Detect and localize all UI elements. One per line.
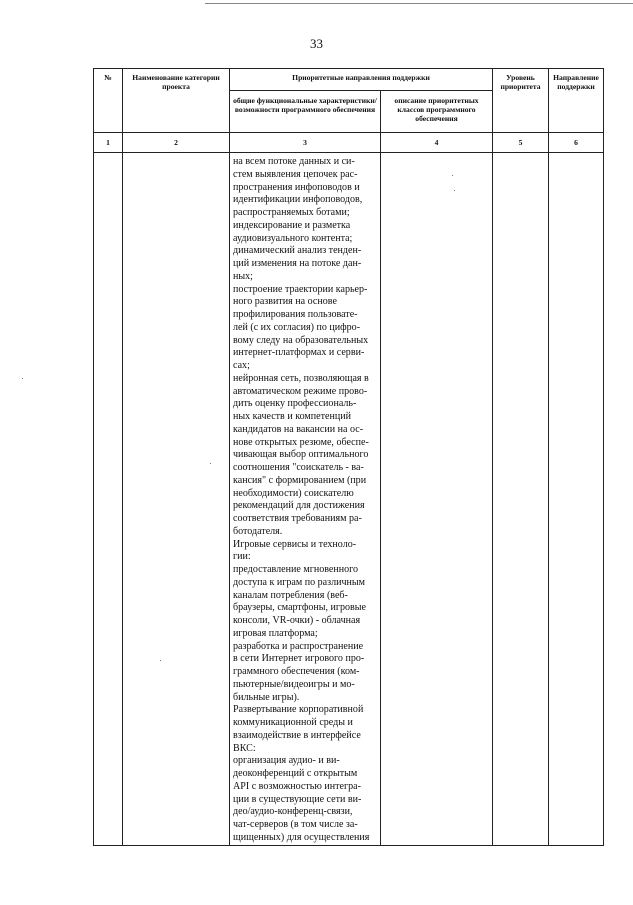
text-line: коммуникационной среды и xyxy=(233,717,353,728)
text-line: Развертывание корпоративной xyxy=(233,704,364,716)
text-line: граммного обеспечения (ком- xyxy=(233,666,360,677)
header-category: Наименование категории проекта xyxy=(123,69,230,133)
table-row xyxy=(94,153,604,846)
text-line: нове открытых резюме, обеспе- xyxy=(233,436,369,448)
scan-speck xyxy=(22,378,23,379)
text-line: индексирование и разметка xyxy=(233,219,351,231)
text-line: профилирования пользовате- xyxy=(233,309,358,320)
text-line: в сети Интернет игрового про- xyxy=(233,653,365,665)
text-line: рекомендаций для достижения xyxy=(233,500,365,512)
text-line: динамический анализ тенден- xyxy=(233,245,362,257)
text-line: построение траектории карьер- xyxy=(233,283,368,295)
text-line: щищенных) для осуществления xyxy=(233,831,370,843)
text-line: вому следу на образовательных xyxy=(233,334,369,346)
text-line: лей (с их согласия) по цифро- xyxy=(233,321,361,333)
text-line: каналам потребления (веб- xyxy=(233,589,348,601)
text-line: организация аудио- и ви- xyxy=(233,755,340,767)
text-line: соответствия требованиям ра- xyxy=(233,513,362,524)
scan-speck xyxy=(160,660,161,661)
text-line: ций изменения на потоке дан- xyxy=(233,258,362,269)
text-line: дить оценку профессиональ- xyxy=(233,398,357,410)
text-line: Игровые сервисы и техноло- xyxy=(233,538,357,550)
column-number: 4 xyxy=(381,133,493,153)
text-line: део/аудио-конференц-связи, xyxy=(233,806,353,818)
text-line: API с возможностью интегра- xyxy=(233,780,361,792)
support-directions-table xyxy=(93,68,604,846)
text-line: пространения инфоповодов и xyxy=(233,181,360,193)
header-number: № xyxy=(94,69,123,133)
text-line: ных качеств и компетенций xyxy=(233,411,351,422)
column-number: 6 xyxy=(549,133,604,153)
column-number: 1 xyxy=(94,133,123,153)
cell-number xyxy=(94,153,123,846)
text-line: ВКС: xyxy=(233,742,256,754)
text-line: необходимости) соискателю xyxy=(233,487,354,499)
text-line: доступа к играм по различным xyxy=(233,576,366,588)
text-line: на всем потоке данных и си- xyxy=(233,156,355,167)
text-line: деоконференций с открытым xyxy=(233,768,358,779)
text-line: чивающая выбор оптимального xyxy=(233,449,369,461)
column-number: 5 xyxy=(493,133,549,153)
text-line: автоматическом режиме прово- xyxy=(233,385,368,397)
column-number: 2 xyxy=(123,133,230,153)
text-line: распространяемых ботами; xyxy=(233,207,350,218)
text-line: аудиовизуального контента; xyxy=(233,232,353,244)
header-priority-level: Уровень приоритета xyxy=(493,69,549,133)
scan-speck xyxy=(452,175,453,176)
text-line: кансия" с формированием (при xyxy=(233,474,367,486)
text-line: ных; xyxy=(233,270,253,282)
text-line: консоли, VR-очки) - облачная xyxy=(233,615,361,626)
text-line: интернет-платформах и серви- xyxy=(233,347,365,359)
text-line: соотношения "соискатель - ва- xyxy=(233,462,364,473)
top-rule xyxy=(205,3,633,4)
text-line: сах; xyxy=(233,360,250,371)
header-functional-characteristics: общие функциональные характеристики/ возможности программного обеспечения xyxy=(230,91,381,133)
text-line: предоставление мгновенного xyxy=(233,564,359,575)
cell-functional-characteristics xyxy=(230,153,381,846)
page-number: 33 xyxy=(310,36,323,51)
text-line: бильные игры). xyxy=(233,691,300,703)
header-support-direction: Направление поддержки xyxy=(549,69,604,133)
text-line: идентификации инфоповодов, xyxy=(233,194,363,206)
text-line: стем выявления цепочек рас- xyxy=(233,168,358,180)
cell-software-classes xyxy=(381,153,493,846)
text-line: чат-серверов (в том числе за- xyxy=(233,819,358,830)
text-line: ботодателя. xyxy=(233,525,283,537)
text-line: кандидатов на вакансии на ос- xyxy=(233,423,364,435)
column-number: 3 xyxy=(230,133,381,153)
text-line: ного развития на основе xyxy=(233,296,337,308)
header-priority-directions: Приоритетные направления поддержки xyxy=(230,69,493,91)
header-software-classes: описание приоритетных классов программного обеспечения xyxy=(381,91,493,133)
scan-speck xyxy=(210,463,211,464)
cell-support-direction xyxy=(549,153,604,846)
text-line: гии: xyxy=(233,551,251,563)
text-line: ции в существующие сети ви- xyxy=(233,793,362,805)
text-line: пьютерные/видеоигры и мо- xyxy=(233,678,355,690)
text-line: взаимодействие в интерфейсе xyxy=(233,729,361,741)
cell-category xyxy=(123,153,230,846)
text-line: нейронная сеть, позволяющая в xyxy=(233,372,369,384)
scan-speck xyxy=(454,190,455,191)
text-line: игровая платформа; xyxy=(233,627,318,639)
text-line: разработка и распространение xyxy=(233,640,364,652)
cell-priority-level xyxy=(493,153,549,846)
header-row-1 xyxy=(94,69,604,91)
text-line: браузеры, смартфоны, игровые xyxy=(233,602,367,614)
column-number-row xyxy=(94,133,604,153)
